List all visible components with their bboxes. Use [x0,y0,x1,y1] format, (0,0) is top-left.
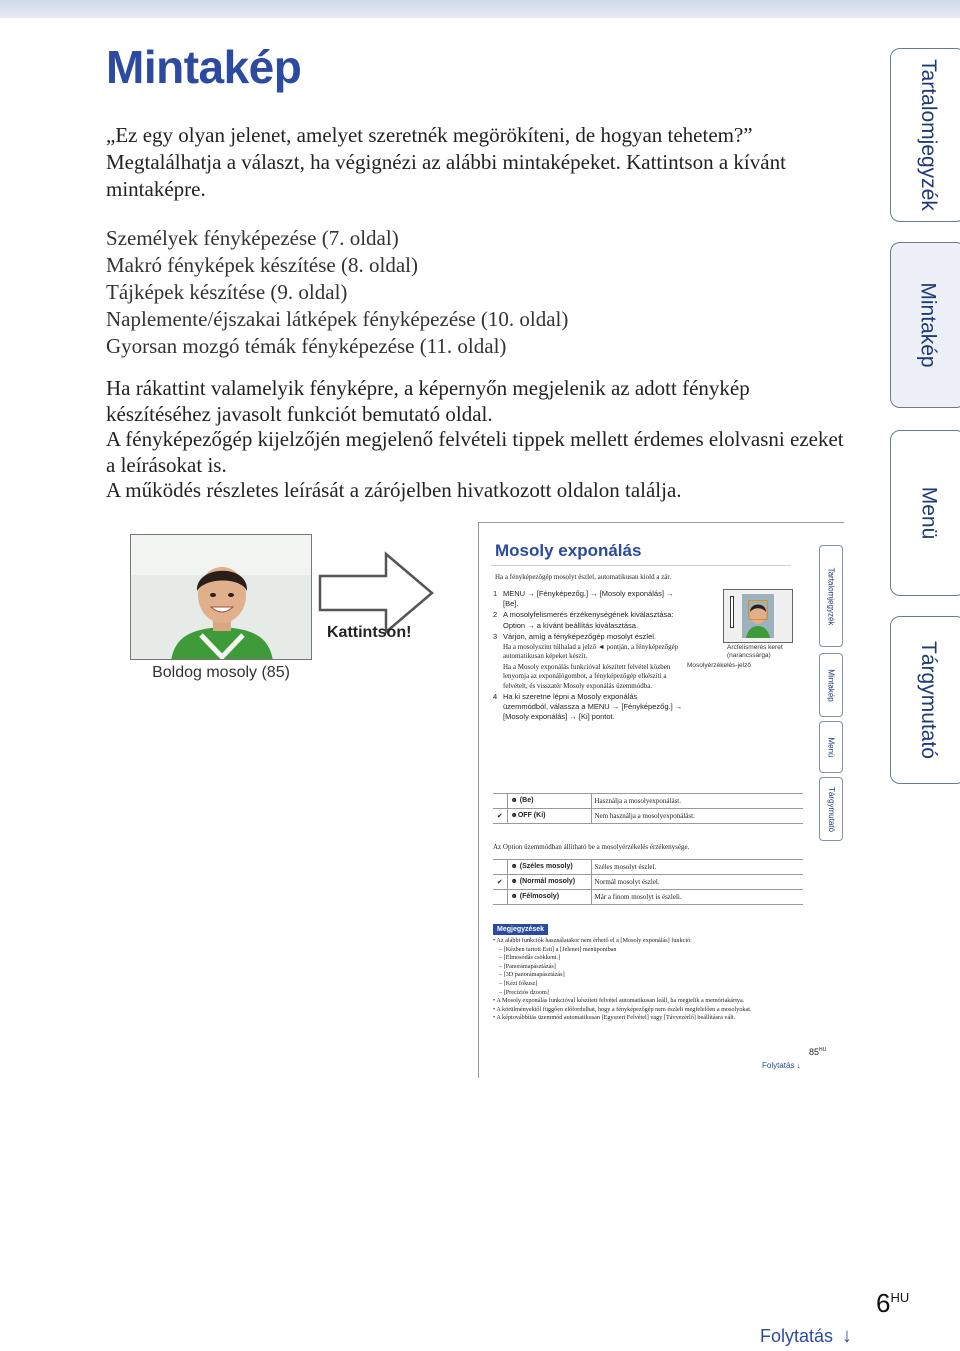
mini-page-title: Mosoly exponálás [495,541,642,560]
top-bar [0,0,960,18]
option-desc: Normál mosolyt észlel. [591,875,803,890]
smile-indicator-bar [730,596,734,628]
option-desc: Nem használja a mosolyexponálást. [591,809,803,824]
page-number [876,1288,909,1319]
divider [491,565,791,566]
step-text: Várjon, amíg a fényképezőgép mosolyt észlel. [503,631,656,641]
mini-continue-link: Folytatás ↓ [762,1061,801,1070]
page-number-value: 6 [876,1288,891,1318]
tab-contents[interactable] [890,48,960,222]
check-cell [493,890,507,905]
tab-menu[interactable] [890,430,960,596]
face-frame-annotation: Arcfelismerés keret (narancssárga) [727,644,783,659]
description-paragraph: Ha rákattint valamelyik fényképre, a képernyőn megjelenik az adott fénykép készítéséhez javasolt funkciót bemutató oldal. [106,376,750,426]
tab-index-label: Tárgymutató [917,641,941,759]
table-row [493,860,803,875]
click-label: Kattintson! [327,624,412,641]
check-cell: ✔ [493,809,507,824]
option-label: ☻ (Széles mosoly) [507,860,591,875]
step-note: Ha a mosolyszint túlhalad a jelző ◄ pontján, a fényképezőgép automatikusan képeket készít. [503,643,679,661]
description-paragraph: A működés részletes leírását a zárójelben hivatkozott oldalon találja. [106,478,682,502]
sensitivity-table [493,859,803,905]
note-item: • Az alábbi funkciók használatakor nem érhető el a [Mosoly exponálás] funkció: [493,937,803,946]
note-subitem: – [Kézi fókusz] [493,980,803,989]
arrow-down-icon: ↓ [842,1325,853,1347]
note-subitem: – [3D panorámapásztázás] [493,971,803,980]
step-text: MENU → [Fényképezőg.] → [Mosoly exponálás] → [Be]. [503,589,674,609]
note-item: • A körülményektől függően előfordulhat, hogy a fényképezőgép nem észleli megfelelően a mosolyokat. [493,1006,803,1015]
mini-tab-contents [819,545,843,647]
mini-tab-index [819,777,843,841]
mini-tab-label: Menü [826,736,836,758]
note-subitem: – [Elmosódás csökkent.] [493,954,803,963]
description-paragraph: A fényképezőgép kijelzőjén megjelenő felvételi tippek mellett érdemes elolvasni ezeket a leírásokat is. [106,427,844,477]
photo-caption[interactable]: Boldog mosoly (85) [152,664,290,681]
link-fast-moving[interactable]: Gyorsan mozgó témák fényképezése (11. oldal) [106,334,507,358]
notes-list [493,937,803,1023]
step [493,610,683,630]
smile-shutter-table [493,793,803,824]
step-note: Ha a Mosoly exponálás funkcióval készített felvétel közben lenyomja az exponálógombot, a fényképezőgép elkészíti a felvételt, és visszatér Mosoly exponálás üzemmódba. [503,662,671,690]
note-item: • A képtovábbítás üzemmód automatikusan [Egyszeri Felvétel] vagy [Távvezérlő] beállításra vált. [493,1014,803,1023]
note-item: • A Mosoly exponálás funkcióval készített felvétel automatikusan leáll, ha megtelik a memóriakártya. [493,997,803,1006]
link-sunset-night[interactable]: Naplemente/éjszakai látképek fényképezése (10. oldal) [106,307,569,331]
check-cell [493,860,507,875]
step-text: Ha ki szeretne lépni a Mosoly exponálás üzemmódból, válassza a MENU → [Fényképezőg.] → [Mosoly exponálás] → [Ki] pontot. [503,692,683,722]
step [493,589,683,609]
link-portraits[interactable]: Személyek fényképezése (7. oldal) [106,226,399,250]
mini-page-number-suffix: HU [819,1047,827,1053]
tab-contents-label: Tartalomjegyzék [917,59,941,211]
notes-badge: Megjegyzések [493,924,548,935]
tab-index[interactable] [890,616,960,784]
continue-link[interactable] [760,1325,852,1348]
check-cell: ✔ [493,875,507,890]
mini-tab-label: Tárgymutató [826,786,836,832]
tab-menu-label: Menü [917,486,940,540]
mini-tab-menu [819,721,843,773]
link-landscape[interactable]: Tájképek készítése (9. oldal) [106,280,348,304]
link-macro[interactable]: Makró fényképek készítése (8. oldal) [106,253,418,277]
note-subitem: – [Panorámapásztázás] [493,963,803,972]
table-row [493,809,803,824]
mini-page-number [809,1047,826,1057]
mini-page-number-value: 85 [809,1047,820,1057]
table-row [493,875,803,890]
page-title: Mintakép [106,41,302,93]
smile-indicator-annotation: Mosolyérzékelés-jelző [687,662,751,669]
sample-photo-smile[interactable] [130,534,312,660]
step [493,692,683,723]
step-number: 2 [493,610,498,620]
mini-tab-label: Tartalomjegyzék [826,567,836,625]
intro-text: „Ez egy olyan jelenet, amelyet szeretnék megörökíteni, de hogyan tehetem?” Megtalálhatja a választ, ha végignézi az alábbi mintaképeket. Kattintson a kívánt mintaképre. [106,123,786,201]
mini-tab-sample [819,653,843,717]
continue-label: Folytatás [760,1326,834,1346]
step-number: 1 [493,589,498,598]
option-label: ☻OFF (Ki) [507,809,591,824]
option-desc: Széles mosolyt észlel. [591,860,803,875]
camera-screen-illustration [723,589,793,643]
mini-tab-label: Mintakép [826,668,836,702]
note-subitem: – [Precíziós dzoom] [493,989,803,998]
option-label: ☻ (Normál mosoly) [507,875,591,890]
example-links [106,225,846,360]
table-row [493,890,803,905]
note-subitem: – [Kézben tartott Esti] a [Jelenet] menüpontban [493,946,803,955]
mini-steps [493,589,683,724]
step-text: A mosolyfelismerés érzékenységének kiválasztása: Option → a kívánt beállítás kiválasztása. [503,610,674,630]
table-row [493,794,803,809]
smiling-boy-photo [131,535,312,660]
tab-sample-photos[interactable] [890,242,960,408]
face-detection-frame [748,600,768,620]
step-number: 4 [493,692,498,702]
tab-sample-photos-label: Mintakép [917,282,940,368]
option-label: ☻ (Be) [507,794,591,809]
description [106,376,846,504]
table-note: Az Option üzemmódban állítható be a mosolyérzékelés érzékenysége. [493,843,690,851]
embedded-page-preview[interactable] [478,522,844,1078]
page-number-suffix: HU [890,1290,910,1305]
step [493,632,683,642]
option-label: ☻ (Félmosoly) [507,890,591,905]
option-desc: Használja a mosolyexponálást. [591,794,803,809]
mini-intro: Ha a fényképezőgép mosolyt észlel, automatikusan kiold a zár. [495,573,672,581]
option-desc: Már a finom mosolyt is észleli. [591,890,803,905]
check-cell [493,794,507,809]
step-number: 3 [493,631,498,641]
